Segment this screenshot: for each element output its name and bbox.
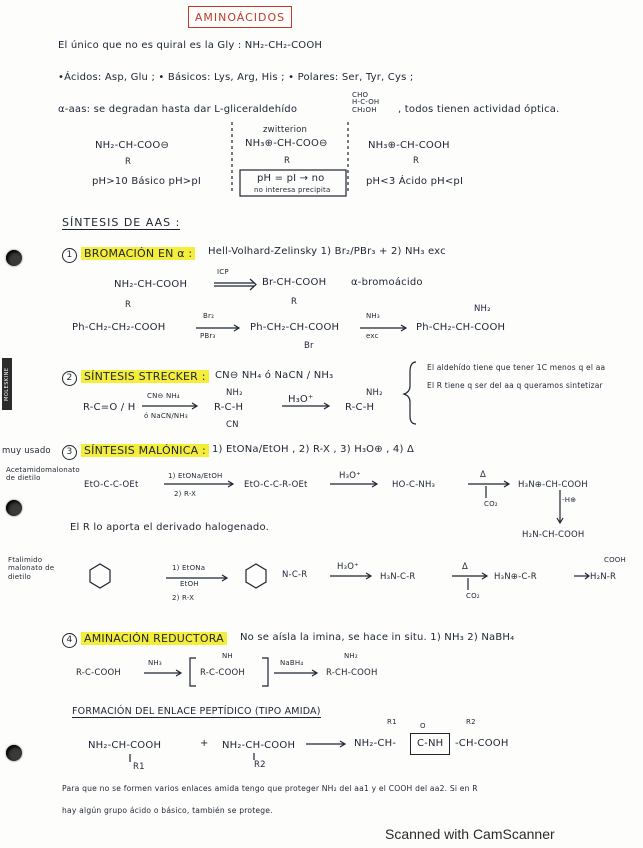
moleskine-logo: MOLESKINE [2, 358, 12, 410]
s1-r1-reactant: NH₂-CH-COOH [114, 279, 188, 290]
s1-r2-reagent2-top: NH₃ [366, 312, 380, 320]
s3-product: H₃N⊕-CH-COOH [518, 480, 588, 490]
s3-number: 3 [62, 445, 77, 460]
form-zwitterion-r: R [284, 156, 291, 166]
form-zwitterion-formula: NH₃⊕-CH-COO⊖ [245, 138, 328, 149]
s3-reagent-top: 1) EtONa/EtOH [168, 472, 223, 480]
form-basic-r: R [413, 156, 420, 166]
phthalimide-ring-icon [246, 564, 266, 588]
peptide-r1: R1 [133, 762, 145, 772]
s2-method: CN⊖ NH₄ ó NaCN / NH₃ [215, 370, 334, 381]
s4-reagent2: NaBH₄ [280, 659, 304, 667]
s1-r2-intermediate: Ph-CH₂-CH-COOH [250, 322, 340, 333]
peptide-product-o: O [420, 722, 426, 730]
s1-r2-reactant: Ph-CH₂-CH₂-COOH [72, 322, 166, 333]
intro-gly-line: El único que no es quiral es la Gly : NH₂-CH₂-COOH [58, 40, 323, 51]
peptide-product-r1: R1 [387, 718, 397, 726]
s1-r2-reagent-top: Br₂ [203, 312, 215, 320]
phthalimide-ring-icon [90, 564, 110, 588]
s4-method: No se aísla la imina, se hace in situ. 1) NH₃ 2) NaBH₄ [240, 632, 515, 643]
form-zwitterion-label: pH = pI → no [257, 173, 325, 184]
s1-r1-reagent: ICP [217, 268, 229, 276]
s1-r2-product: Ph-CH₂-CH-COOH [416, 322, 506, 333]
s2-intermediate-top: NH₂ [226, 388, 243, 398]
s3-r2-reagent2: H₃O⁺ [337, 562, 359, 572]
s3-after-h3o: HO-C-NH₃ [392, 480, 436, 490]
s1-r1-note: α-bromoácido [351, 277, 423, 288]
peptide-heading: FORMACIÓN DEL ENLACE PEPTÍDICO (TIPO AMIDA) [72, 706, 321, 717]
glyceraldehyde-mini: CHO H-C-OH CH₂OH [352, 91, 380, 114]
s2-product-top: NH₂ [366, 388, 383, 398]
s3-left-label: Acetamidomalonato de dietilo [6, 466, 80, 483]
s3-reagent2: H₃O⁺ [339, 471, 361, 481]
s1-number: 1 [62, 248, 77, 263]
s1-r2-product-top: NH₂ [474, 304, 491, 314]
peptide-product-right: -CH-COOH [455, 738, 509, 749]
form-acidic-formula: NH₂-CH-COO⊖ [95, 140, 170, 151]
brace-icon [404, 362, 416, 424]
s4-name: AMINACIÓN REDUCTORA [81, 632, 227, 645]
s1-name: BROMACIÓN EN α : [81, 247, 195, 260]
s2-note2: El R tiene q ser del aa q queramos sintetizar [427, 381, 603, 390]
s2-reagent-bottom: ó NaCN/NH₃ [144, 412, 188, 420]
s1-r2-intermediate-sub: Br [304, 341, 314, 351]
scanner-watermark: Scanned with CamScanner [385, 826, 555, 842]
s3-r2-intermediate: N-C-R [282, 570, 308, 580]
s1-r2-reagent2-bottom: exc [366, 332, 379, 340]
s4-imine-top: NH [222, 652, 233, 660]
s4-reagent: NH₃ [148, 659, 162, 667]
intro-classes-line: •Ácidos: Asp, Glu ; • Básicos: Lys, Arg, His ; • Polares: Ser, Tyr, Cys ; [58, 72, 414, 83]
reaction-arrow-icon [250, 279, 256, 290]
s3-r2-final-top: COOH [604, 556, 626, 564]
s3-note: El R lo aporta el derivado halogenado. [70, 522, 269, 533]
s1-r1-r: R [125, 300, 132, 310]
s3-left-label-2: Ftalimido malonato de dietilo [8, 556, 55, 581]
intro-degradation-line: α-aas: se degradan hasta dar L-gliceraldehído [58, 104, 298, 115]
intro-optics-note: , todos tienen actividad óptica. [398, 104, 560, 115]
peptide-product-box: C-NH [410, 733, 450, 755]
s3-r2-reagent-mid: EtOH [180, 580, 199, 588]
s3-r2-reagent-top: 1) EtONa [172, 564, 206, 572]
peptide-product-left: NH₂-CH- [354, 738, 397, 749]
closing-line-2: hay algún grupo ácido o básico, también se protege. [62, 806, 273, 815]
peptide-r2: R2 [254, 760, 266, 770]
s4-product-top: NH₂ [344, 652, 358, 660]
s2-intermediate: R-C-H [214, 402, 244, 413]
page-title: AMINOÁCIDOS [188, 6, 292, 28]
s2-intermediate-sub: CN [226, 420, 239, 430]
s3-method: 1) EtONa/EtOH , 2) R-X , 3) H₃O⊕ , 4) Δ [212, 444, 415, 455]
s1-r1-product-r: R [291, 297, 298, 307]
form-basic-label: pH<3 Ácido pH<pI [366, 176, 464, 187]
s3-neutral: H₂N-CH-COOH [522, 530, 585, 540]
form-zwitterion-heading: zwitterion [263, 125, 308, 135]
s3-reactant: EtO-C-C-OEt [84, 480, 139, 490]
form-zwitterion-sublabel: no interesa precipita [254, 186, 331, 194]
synthesis-heading: SÍNTESIS DE AAS : [62, 216, 181, 229]
peptide-reactant1: NH₂-CH-COOH [88, 740, 162, 751]
s3-intermediate: EtO-C-C-R-OEt [244, 480, 308, 490]
form-acidic-r: R [125, 157, 132, 167]
s3-co2: CO₂ [484, 500, 498, 508]
s3-r2-product: H₃N⊕-C-R [494, 572, 537, 582]
form-acidic-label: pH>10 Básico pH>pI [92, 176, 202, 187]
s1-r1-product: Br-CH-COOH [262, 277, 327, 288]
closing-line-1: Para que no se formen varios enlaces amida tengo que proteger NH₂ del aa1 y el COOH del aa2. Si en R [62, 784, 478, 793]
form-basic-formula: NH₃⊕-CH-COOH [368, 140, 450, 151]
s4-reactant: R-C-COOH [76, 668, 121, 678]
s3-minus-h: -H⊕ [562, 496, 577, 504]
s1-r2-reagent-bottom: PBr₃ [200, 332, 216, 340]
s3-name: SÍNTESIS MALÓNICA : [81, 444, 209, 457]
s3-r2-delta: Δ [462, 562, 469, 572]
s2-product: R-C-H [345, 402, 375, 413]
s4-intermediate: R-C-COOH [200, 668, 245, 678]
s3-r2-co2: CO₂ [466, 592, 480, 600]
s1-method: Hell-Volhard-Zelinsky 1) Br₂/PBr₃ + 2) NH₃ exc [208, 246, 446, 257]
s2-reagent-top: CN⊖ NH₄ [147, 392, 180, 400]
zwitterion-label-box [240, 170, 346, 196]
bracket-icon [190, 658, 196, 686]
s4-product: R-CH-COOH [326, 668, 378, 678]
s2-name: SÍNTESIS STRECKER : [81, 370, 209, 383]
s2-reactant: R-C=O / H [83, 402, 136, 413]
s3-r2-final: H₂N-R [590, 572, 617, 582]
s3-reagent-bottom: 2) R-X [174, 490, 197, 498]
s3-r2-after: H₃N-C-R [380, 572, 416, 582]
peptide-product-r2: R2 [466, 718, 476, 726]
peptide-plus: + [200, 738, 209, 749]
s3-side-label: muy usado [2, 446, 51, 456]
peptide-reactant2: NH₂-CH-COOH [222, 740, 296, 751]
s2-reagent2: H₃O⁺ [288, 394, 314, 405]
s3-r2-reagent-bottom: 2) R-X [172, 594, 195, 602]
s4-number: 4 [62, 633, 77, 648]
s2-note1: El aldehído tiene que tener 1C menos q el aa [427, 363, 606, 372]
s2-number: 2 [62, 371, 77, 386]
s3-delta: Δ [480, 470, 487, 480]
